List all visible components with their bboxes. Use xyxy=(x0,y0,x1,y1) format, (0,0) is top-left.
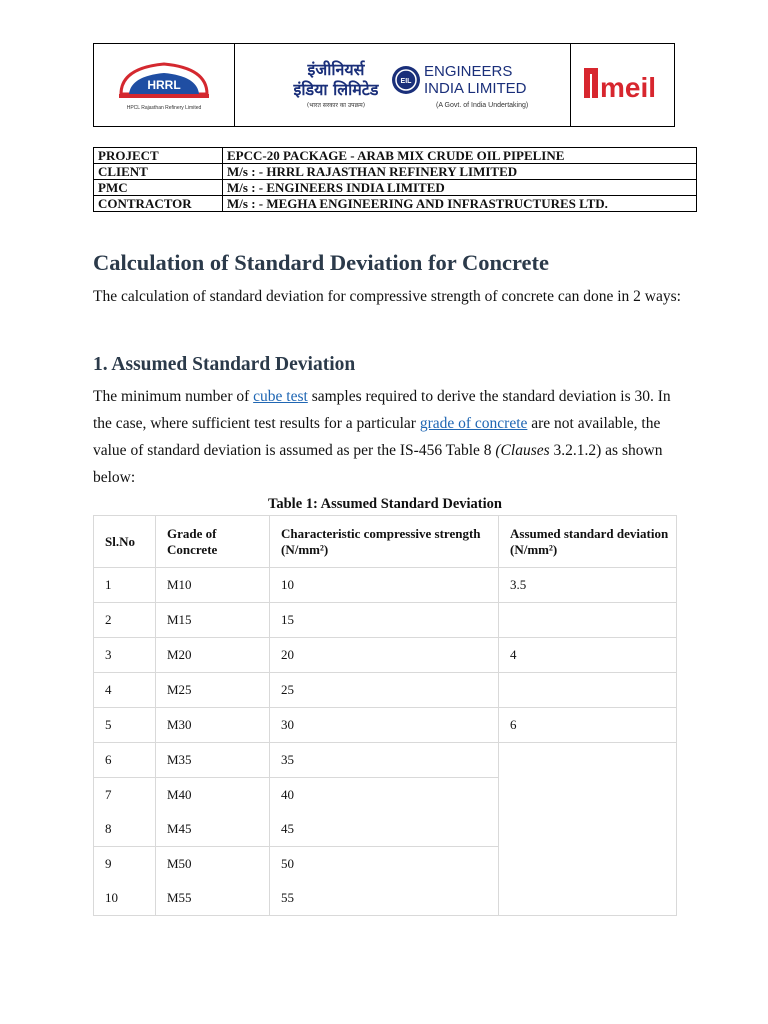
strength-cell: 25 xyxy=(270,673,499,708)
strength-cell: 20 xyxy=(270,638,499,673)
std-dev-cell xyxy=(499,778,677,813)
svg-text:इंजीनियर्स: इंजीनियर्स xyxy=(307,60,364,79)
hrrl-logo-cell xyxy=(94,44,235,126)
grade-cell: M15 xyxy=(156,603,270,638)
std-dev-cell: 6 xyxy=(499,708,677,743)
sl-no-cell: 2 xyxy=(94,603,156,638)
grade-cell: M30 xyxy=(156,708,270,743)
std-dev-cell: 3.5 xyxy=(499,568,677,603)
cube-test-link[interactable]: cube test xyxy=(253,388,308,405)
strength-cell: 15 xyxy=(270,603,499,638)
project-info-row xyxy=(94,180,697,196)
grade-cell: M25 xyxy=(156,673,270,708)
sl-no-cell: 6 xyxy=(94,743,156,778)
std-dev-cell xyxy=(499,881,677,916)
info-value: M/s : - HRRL RAJASTHAN REFINERY LIMITED xyxy=(223,164,697,180)
svg-text:INDIA LIMITED: INDIA LIMITED xyxy=(423,80,527,97)
meil-logo-cell xyxy=(571,44,674,126)
grade-cell: M10 xyxy=(156,568,270,603)
eil-logo xyxy=(278,50,528,120)
grade-cell: M45 xyxy=(156,812,270,847)
eil-logo-cell xyxy=(235,44,571,126)
sl-no-cell: 3 xyxy=(94,638,156,673)
header-cell: Sl.No xyxy=(94,516,156,568)
page-title: Calculation of Standard Deviation for Concrete xyxy=(93,250,550,275)
info-key: CONTRACTOR xyxy=(94,196,223,212)
para-text: The minimum number of xyxy=(93,388,254,405)
sl-no-cell: 8 xyxy=(94,812,156,847)
header-cell: Assumed standard deviation (N/mm²) xyxy=(499,516,677,568)
svg-text:meil: meil xyxy=(599,72,656,103)
strength-cell: 40 xyxy=(270,778,499,813)
header-cell: Grade of Concrete xyxy=(156,516,270,568)
table-row xyxy=(94,603,677,638)
project-info-row xyxy=(94,148,697,164)
project-info-table xyxy=(93,147,697,212)
table-row xyxy=(94,881,677,916)
info-value: EPCC-20 PACKAGE - ARAB MIX CRUDE OIL PIPELINE xyxy=(223,148,697,164)
grade-cell: M55 xyxy=(156,881,270,916)
svg-text:HRRL: HRRL xyxy=(147,78,181,92)
table-row xyxy=(94,743,677,778)
strength-cell: 10 xyxy=(270,568,499,603)
info-value: M/s : - MEGHA ENGINEERING AND INFRASTRUCTURES LTD. xyxy=(223,196,697,212)
sl-no-cell: 1 xyxy=(94,568,156,603)
strength-cell: 45 xyxy=(270,812,499,847)
grade-of-concrete-link[interactable]: grade of concrete xyxy=(419,415,528,432)
svg-text:(भारत सरकार का उपक्रम): (भारत सरकार का उपक्रम) xyxy=(306,102,365,109)
table-header-row xyxy=(94,516,677,568)
strength-cell: 35 xyxy=(270,743,499,778)
section-heading: 1. Assumed Standard Deviation xyxy=(93,354,356,375)
grade-cell: M35 xyxy=(156,743,270,778)
table-row xyxy=(94,708,677,743)
meil-logo xyxy=(578,60,668,110)
sl-no-cell: 10 xyxy=(94,881,156,916)
table-row xyxy=(94,638,677,673)
sl-no-cell: 9 xyxy=(94,847,156,882)
strength-cell: 55 xyxy=(270,881,499,916)
hrrl-logo xyxy=(109,54,219,116)
std-dev-cell xyxy=(499,812,677,847)
std-dev-cell xyxy=(499,847,677,882)
para-text: are not available, the value of standard deviation is assumed as per the IS-456 Table 8 xyxy=(93,415,661,459)
project-info-row xyxy=(94,164,697,180)
sl-no-cell: 7 xyxy=(94,778,156,813)
header-cell: Characteristic compressive strength (N/mm²) xyxy=(270,516,499,568)
strength-cell: 30 xyxy=(270,708,499,743)
grade-cell: M40 xyxy=(156,778,270,813)
intro-paragraph: The calculation of standard deviation for compressive strength of concrete can done in 2 ways: xyxy=(93,288,681,305)
std-dev-cell xyxy=(499,603,677,638)
table-row xyxy=(94,847,677,882)
info-key: PMC xyxy=(94,180,223,196)
standard-deviation-table xyxy=(93,515,677,916)
table-caption: Table 1: Assumed Standard Deviation xyxy=(268,496,502,512)
header-logo-box xyxy=(93,43,675,127)
svg-text:HPCL Rajasthan Refinery Limite: HPCL Rajasthan Refinery Limited xyxy=(126,105,202,111)
table-row xyxy=(94,673,677,708)
info-key: CLIENT xyxy=(94,164,223,180)
clauses-italic: (Clauses xyxy=(495,442,550,459)
grade-cell: M20 xyxy=(156,638,270,673)
svg-text:ENGINEERS: ENGINEERS xyxy=(423,63,512,80)
sl-no-cell: 4 xyxy=(94,673,156,708)
info-key: PROJECT xyxy=(94,148,223,164)
section-paragraph xyxy=(93,383,683,491)
svg-text:EIL: EIL xyxy=(400,78,411,85)
grade-cell: M50 xyxy=(156,847,270,882)
project-info-row xyxy=(94,196,697,212)
info-value: M/s : - ENGINEERS INDIA LIMITED xyxy=(223,180,697,196)
std-dev-cell xyxy=(499,743,677,778)
std-dev-cell: 4 xyxy=(499,638,677,673)
para-text: 3.2.1.2) as shown below: xyxy=(93,442,663,486)
table-row xyxy=(94,778,677,813)
table-row xyxy=(94,568,677,603)
svg-text:(A Govt. of India Undertaking): (A Govt. of India Undertaking) xyxy=(435,102,528,109)
strength-cell: 50 xyxy=(270,847,499,882)
std-dev-cell xyxy=(499,673,677,708)
sl-no-cell: 5 xyxy=(94,708,156,743)
svg-text:इंडिया लिमिटेड: इंडिया लिमिटेड xyxy=(293,80,378,99)
table-row xyxy=(94,812,677,847)
para-text: samples required to derive the standard deviation is 30. In the case, where sufficient test results for a particular xyxy=(93,388,671,432)
